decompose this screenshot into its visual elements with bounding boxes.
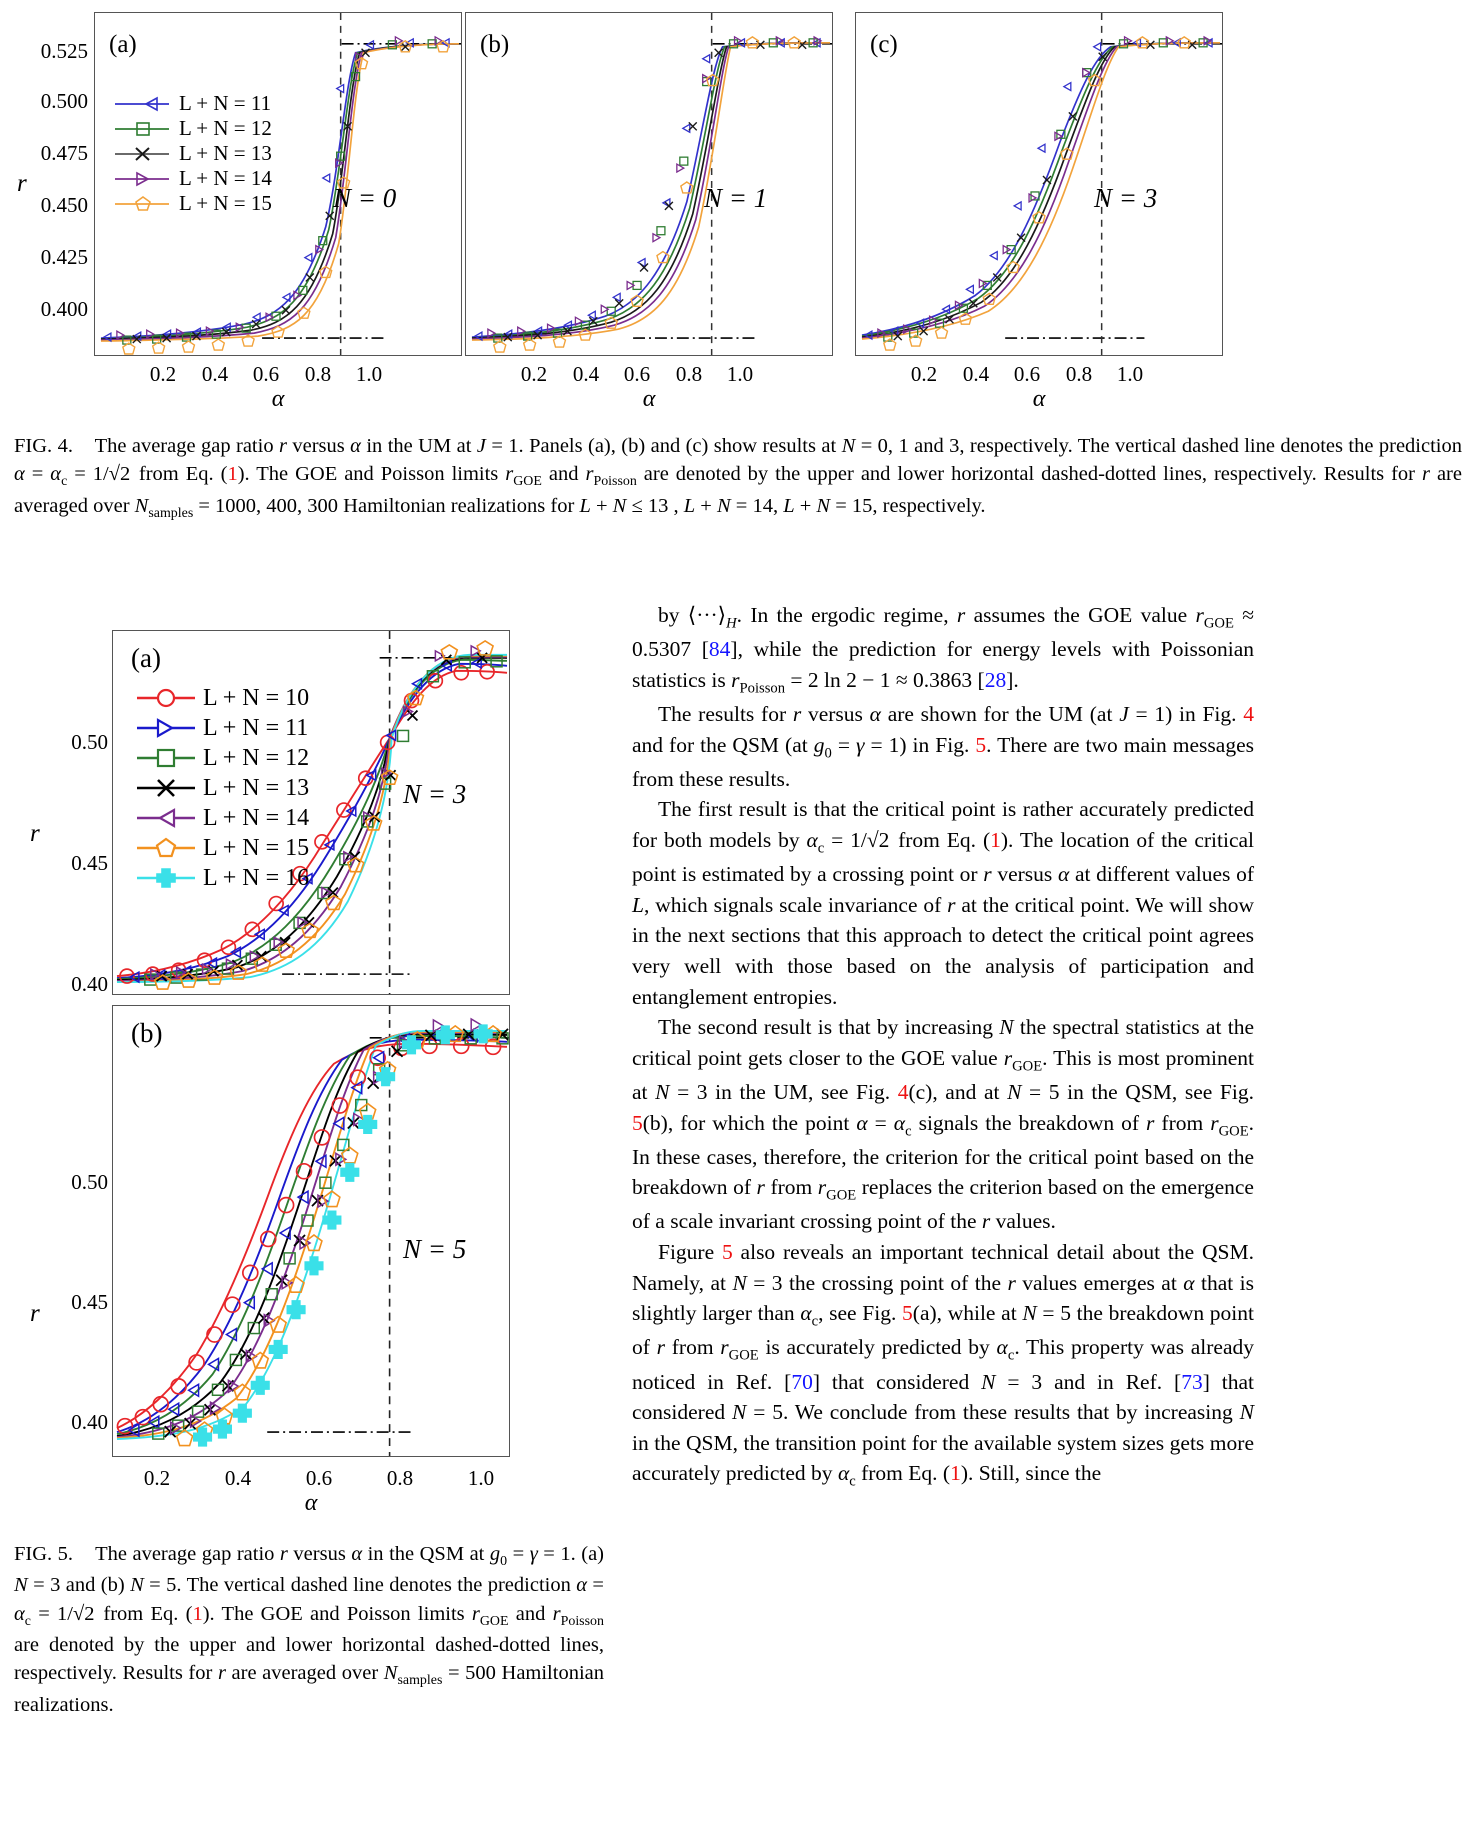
fig5-xtick-0: 0.2 — [143, 1466, 171, 1490]
fig4-y-axis-label: r — [17, 170, 27, 197]
fig4b-xtick-2: 0.6 — [623, 362, 651, 386]
fig5-panel-a — [112, 630, 510, 995]
fig4c-xtick-2: 0.6 — [1013, 362, 1041, 386]
fig5-legend-label-0: L + N = 10 — [203, 684, 310, 711]
plus-square-icon — [137, 865, 195, 891]
body-paragraph-5: Figure 5 also reveals an important technical detail about the QSM. Namely, at N = 3 the crossing point of the r values emerges at α that is slightly larger than $\alpha_c$, see Fig. 5(a), while at N = 5 the breakdown point of r from $r_{GOE}$ is accurately predicted by $\alpha_c$. This property was already noticed in Ref. [70] that considered N = 3 and in Ref. [73] that considered N = 5. We conclude from these results that by increasing N in the QSM, the transition point for the available system sizes gets more accurately predicted by $\alpha_c$ from Eq. (1). Still, since the — [632, 1240, 1255, 1490]
fig4-legend-label-1: L + N = 12 — [179, 116, 272, 140]
fig4-legend-label-2: L + N = 13 — [179, 141, 272, 165]
fig4b-xtick-3: 0.8 — [675, 362, 703, 386]
fig5-caption-id: FIG. 5. — [14, 1543, 74, 1565]
fig4b-x-axis-label: α — [642, 386, 656, 412]
cross-icon — [113, 141, 171, 167]
fig4-panel-b-tag: (b) — [480, 31, 510, 58]
fig5b-ytick-1: 0.45 — [71, 1290, 108, 1314]
fig5b-ytick-0: 0.50 — [71, 1170, 108, 1194]
fig5-panel-b — [112, 1005, 510, 1457]
fig4b-xtick-1: 0.4 — [572, 362, 600, 386]
fig4-panel-b — [465, 12, 833, 356]
fig4-ytick-1: 0.500 — [40, 89, 88, 113]
fig5-legend-label-4: L + N = 14 — [203, 804, 310, 831]
fig5-panel-b-tag: (b) — [131, 1018, 163, 1048]
fig4a-xtick-1: 0.4 — [201, 362, 229, 386]
fig5b-y-axis-label: r — [30, 1300, 40, 1327]
fig5-legend-label-2: L + N = 12 — [203, 744, 310, 771]
body-text-column — [632, 600, 1254, 1493]
body-paragraph-1: by $⟨\cdot\cdot\cdot⟩_H$. In the ergodic regime, r assumes the GOE value $r_{GOE} \approx 0.5307$ [84], while the prediction for energy levels with Poissonian statistics is $r_{Poisson} = 2$ ln 2 − 1 ≈ 0.3863 [28]. — [632, 603, 1254, 697]
fig4-ytick-5: 0.400 — [40, 297, 88, 321]
fig4-panel-c-annotation: N = 3 — [1094, 183, 1158, 213]
triangle-right-icon — [137, 805, 195, 831]
fig4-panel-c-tag: (c) — [870, 31, 898, 58]
fig5-panel-a-annotation: N = 3 — [403, 779, 467, 809]
fig4-ytick-3: 0.450 — [40, 193, 88, 217]
fig5a-y-axis-label: r — [30, 820, 40, 847]
fig5a-ytick-0: 0.50 — [71, 730, 108, 754]
triangle-left-icon — [113, 91, 171, 117]
fig4c-xtick-1: 0.4 — [962, 362, 990, 386]
fig4-panel-c-plot — [856, 13, 1222, 355]
figure-4-caption: FIG. 4. The average gap ratio r versus α in the UM at J = 1. Panels (a), (b) and (c) show results at N = 0, 1 and 3, respectively. The vertical dashed line denotes the prediction $\alpha = \alpha_c = 1/√2$ from Eq. (1). The GOE and Poisson limits $r_{GOE}$ and $r_{Poisson}$ are denoted by the upper and lower horizontal dashed-dotted lines, respectively. Results for r are averaged over $N_{samples} = 1000$, 400, 300 Hamiltonian realizations for L + N ≤ 13 , L + N = 14, L + N = 15, respectively. — [14, 435, 1462, 521]
fig5a-ytick-1: 0.45 — [71, 851, 108, 875]
fig5-panel-b-annotation: N = 5 — [403, 1234, 467, 1264]
fig4a-xtick-0: 0.2 — [149, 362, 177, 386]
fig5-legend-label-5: L + N = 15 — [203, 834, 310, 861]
circle-icon — [137, 685, 195, 711]
pentagon-icon — [113, 191, 171, 217]
fig4-panel-b-plot — [466, 13, 832, 355]
fig4c-xtick-4: 1.0 — [1116, 362, 1144, 386]
fig5b-ytick-2: 0.40 — [71, 1410, 108, 1434]
square-icon — [113, 116, 171, 142]
fig4a-x-axis-label: α — [271, 386, 285, 412]
fig4-panel-a-tag: (a) — [109, 31, 137, 58]
fig5-x-axis-label: α — [304, 1490, 318, 1516]
figure-5-caption: FIG. 5. The average gap ratio r versus α in the QSM at $g_0 = \gamma = 1$. (a) N = 3 and (b) N = 5. The vertical dashed line denotes the prediction $\alpha = \alpha_c = 1/√2$ from Eq. (1). The GOE and Poisson limits $r_{GOE}$ and $r_{Poisson}$ are denoted by the upper and lower horizontal dashed-dotted lines, respectively. Results for r are averaged over $N_{samples} = 500$ Hamiltonian realizations. — [14, 1543, 604, 1716]
triangle-left-icon — [137, 715, 195, 741]
fig4-legend-item-0[interactable] — [113, 91, 272, 116]
fig4-legend — [113, 91, 272, 216]
fig4-legend-item-4[interactable] — [113, 191, 272, 216]
fig4-legend-label-0: L + N = 11 — [179, 91, 272, 115]
body-paragraph-4: The second result is that by increasing N the spectral statistics at the critical point gets closer to the GOE value $r_{GOE}$. This is most prominent at N = 3 in the UM, see Fig. 4(c), and at N = 5 in the QSM, see Fig. 5(b), for which the point $\alpha = \alpha_c$ signals the breakdown of r from $r_{GOE}$. In these cases, therefore, the criterion for the critical point based on the breakdown of r from $r_{GOE}$ replaces the criterion based on the emergence of a scale invariant crossing point of the r values. — [632, 1015, 1254, 1234]
fig4c-xtick-0: 0.2 — [910, 362, 938, 386]
figure-4 — [0, 0, 1476, 420]
fig4-legend-item-2[interactable] — [113, 141, 272, 166]
fig5-legend-item-2[interactable] — [137, 743, 309, 773]
cross-icon — [137, 775, 195, 801]
fig5-legend-item-5[interactable] — [137, 833, 309, 863]
fig4-legend-label-4: L + N = 15 — [179, 191, 272, 215]
fig5-legend-item-1[interactable] — [137, 713, 309, 743]
figure-5 — [0, 600, 620, 1516]
fig4-panel-a-annotation: N = 0 — [333, 183, 397, 213]
fig5a-ytick-2: 0.40 — [71, 972, 108, 996]
fig4b-xtick-0: 0.2 — [520, 362, 548, 386]
fig5-panel-b-plot — [113, 1006, 509, 1456]
fig5-xtick-2: 0.6 — [305, 1466, 333, 1490]
fig5-panel-a-tag: (a) — [131, 643, 161, 673]
fig4-ytick-2: 0.475 — [40, 141, 88, 165]
fig4-panel-c — [855, 12, 1223, 356]
fig4-caption-id: FIG. 4. — [14, 435, 73, 457]
body-paragraph-2: The results for r versus α are shown for the UM (at J = 1) in Fig. 4 and for the QSM (at $g_0 = \gamma = 1$) in Fig. 5. There are two main messages from these results. — [632, 701, 1254, 791]
fig5-legend-item-4[interactable] — [137, 803, 309, 833]
pentagon-icon — [137, 835, 195, 861]
body-paragraph-3: The first result is that the critical point is rather accurately predicted for both models by $\alpha_c = 1/√2$ from Eq. (1). The location of the critical point is estimated by a crossing point or r versus α at different values of L, which signals scale invariance of r at the critical point. We will show in the next sections that this approach to detect the critical point agrees very well with those based on the analysis of participation and entanglement entropies. — [632, 797, 1254, 1009]
fig4-panel-b-annotation: N = 1 — [704, 183, 768, 213]
fig4c-xtick-3: 0.8 — [1065, 362, 1093, 386]
fig4-ytick-4: 0.425 — [40, 245, 88, 269]
triangle-right-icon — [113, 166, 171, 192]
fig5-legend-item-3[interactable] — [137, 773, 309, 803]
fig5-legend-label-6: L + N = 16 — [203, 864, 310, 891]
fig5-xtick-1: 0.4 — [224, 1466, 252, 1490]
fig4-legend-item-1[interactable] — [113, 116, 272, 141]
fig4-legend-item-3[interactable] — [113, 166, 272, 191]
fig4-ytick-0: 0.525 — [40, 39, 88, 63]
square-icon — [137, 745, 195, 771]
fig5-xtick-3: 0.8 — [386, 1466, 414, 1490]
fig5-legend-item-6[interactable] — [137, 863, 309, 893]
fig4-panel-a — [94, 12, 462, 356]
fig4-legend-label-3: L + N = 14 — [179, 166, 272, 190]
fig4a-xtick-3: 0.8 — [304, 362, 332, 386]
fig4a-xtick-2: 0.6 — [252, 362, 280, 386]
fig4b-xtick-4: 1.0 — [726, 362, 754, 386]
fig5-legend-item-0[interactable] — [137, 683, 309, 713]
fig5-legend-label-3: L + N = 13 — [203, 774, 310, 801]
fig4a-xtick-4: 1.0 — [355, 362, 383, 386]
fig5-legend-label-1: L + N = 11 — [203, 714, 309, 741]
fig5-xtick-4: 1.0 — [467, 1466, 495, 1490]
fig4c-x-axis-label: α — [1032, 386, 1046, 412]
fig5-legend — [137, 683, 309, 893]
